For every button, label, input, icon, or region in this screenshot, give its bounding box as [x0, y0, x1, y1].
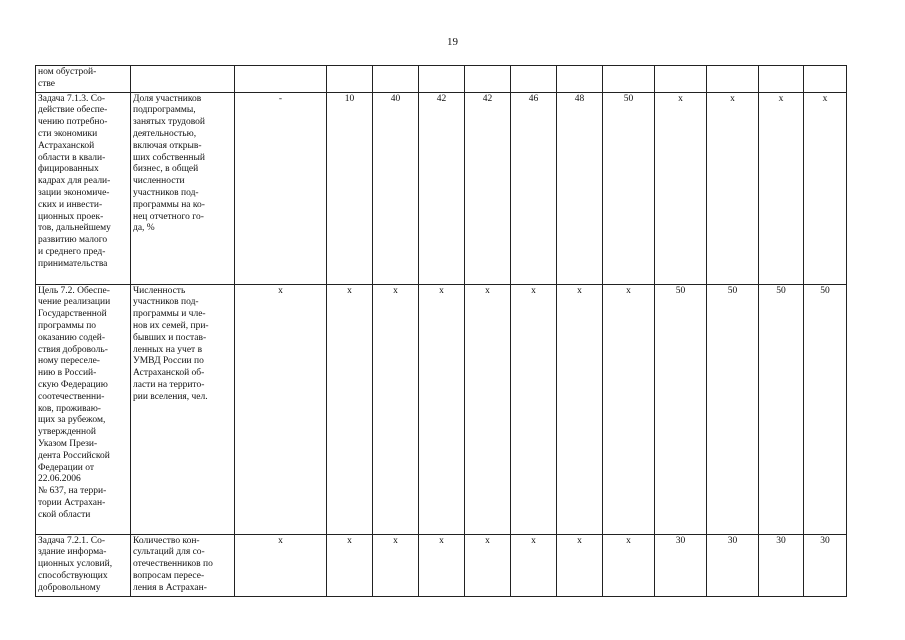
value-cell: 10 — [327, 92, 373, 284]
goal-task-cell: Задача 7.1.3. Со- действие обеспе- чению потребно- сти экономики Астраханской области в квали- фицированных кадрах для реали- зации экономиче- ских и инвести- ционных проек- тов, дальнейшему развитию малого и среднего пред- принимательства — [36, 92, 131, 284]
value-cell: x — [603, 534, 655, 596]
indicator-cell: Количество кон- сультаций для со- отечественников по вопросам пересе- ления в Астрахан- — [131, 534, 235, 596]
value-cell — [465, 66, 511, 93]
value-cell: 42 — [419, 92, 465, 284]
value-cell: x — [465, 534, 511, 596]
value-cell: x — [804, 92, 847, 284]
goal-task-cell: Цель 7.2. Обеспе- чение реализации Государственной программы по оказанию содей- ствия доброволь- ному переселе- нию в Россий- скую Федерацию соотечественни- ков, проживаю- щих за рубежом, утвержденной Указом Прези- дента Российской Федерации от 22.06.2006 № 637, на терри- тории Астрахан- ской области — [36, 284, 131, 534]
value-cell: x — [327, 534, 373, 596]
value-cell — [373, 66, 419, 93]
value-cell — [511, 66, 557, 93]
value-cell: x — [557, 534, 603, 596]
value-cell: - — [235, 92, 327, 284]
goal-task-cell: Задача 7.2.1. Со- здание информа- ционных условий, способствующих добровольному — [36, 534, 131, 596]
value-cell — [419, 66, 465, 93]
value-cell — [759, 66, 804, 93]
value-cell: x — [465, 284, 511, 534]
indicator-cell: Доля участников подпрограммы, занятых трудовой деятельностью, включая открыв- ших собственный бизнес, в общей численности участников под- программы на ко- нец отчетного го- да, % — [131, 92, 235, 284]
value-cell: 50 — [603, 92, 655, 284]
value-cell: x — [511, 534, 557, 596]
value-cell: x — [655, 92, 707, 284]
value-cell: x — [419, 534, 465, 596]
value-cell: 42 — [465, 92, 511, 284]
value-cell: 30 — [804, 534, 847, 596]
goal-task-cell: ном обустрой- стве — [36, 66, 131, 93]
value-cell: 50 — [804, 284, 847, 534]
value-cell: 30 — [759, 534, 804, 596]
value-cell — [327, 66, 373, 93]
page-number: 19 — [447, 36, 458, 48]
value-cell: x — [327, 284, 373, 534]
value-cell — [707, 66, 759, 93]
value-cell: 50 — [655, 284, 707, 534]
value-cell: 30 — [655, 534, 707, 596]
indicators-table — [35, 65, 847, 597]
value-cell: x — [759, 92, 804, 284]
value-cell: x — [511, 284, 557, 534]
value-cell: 40 — [373, 92, 419, 284]
indicator-cell: Численность участников под- программы и чле- нов их семей, при- бывших и постав- ленных на учет в УМВД России по Астраханской об- ласти на террито- рии вселения, чел. — [131, 284, 235, 534]
table-row — [36, 284, 847, 534]
value-cell: 50 — [759, 284, 804, 534]
value-cell: x — [603, 284, 655, 534]
value-cell — [655, 66, 707, 93]
value-cell: x — [557, 284, 603, 534]
value-cell: x — [373, 284, 419, 534]
value-cell: x — [235, 284, 327, 534]
value-cell: x — [419, 284, 465, 534]
value-cell: 30 — [707, 534, 759, 596]
indicator-cell — [131, 66, 235, 93]
value-cell — [557, 66, 603, 93]
value-cell: 50 — [707, 284, 759, 534]
table-row — [36, 534, 847, 596]
value-cell: 48 — [557, 92, 603, 284]
value-cell: x — [235, 534, 327, 596]
value-cell: x — [707, 92, 759, 284]
table-row — [36, 66, 847, 93]
value-cell — [235, 66, 327, 93]
value-cell: x — [373, 534, 419, 596]
value-cell — [603, 66, 655, 93]
table-row — [36, 92, 847, 284]
value-cell: 46 — [511, 92, 557, 284]
value-cell — [804, 66, 847, 93]
